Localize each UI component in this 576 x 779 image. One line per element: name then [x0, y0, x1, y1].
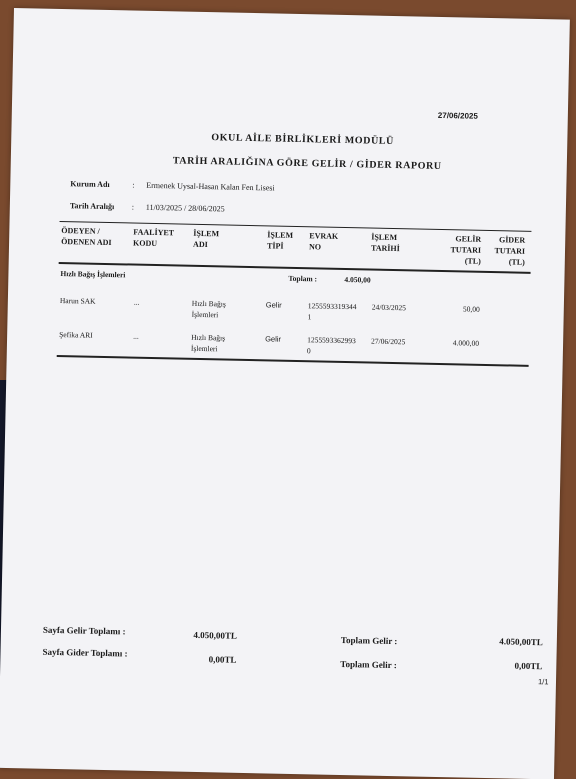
total-expense-label: Toplam Gelir : [340, 658, 397, 671]
row1-activity: ... [133, 297, 140, 307]
row2-expense [481, 338, 523, 339]
page-number: 1/1 [537, 677, 549, 687]
total-income-value: 4.050,00TL [499, 636, 543, 648]
institution-colon: : [132, 180, 135, 190]
row1-operation-date: 24/03/2025 [371, 302, 407, 313]
header-document-no: EVRAK NO [308, 231, 339, 252]
row2-document-no: 1255593362993 0 [306, 335, 356, 356]
row1-operation-type: Gelir [265, 300, 282, 310]
institution-value: Ermenek Uysal-Hasan Kalan Fen Lisesi [146, 180, 275, 193]
row2-operation-name: Hızlı Bağış İşlemleri [190, 332, 226, 354]
row2-income: 4.000,00 [452, 338, 480, 348]
header-operation-date: İŞLEM TARİHİ [370, 232, 400, 254]
page-expense-total-label: Sayfa Gider Toplamı : [42, 646, 128, 659]
report-page [0, 8, 570, 779]
group-name: Hızlı Bağış İşlemleri [60, 269, 126, 280]
date-range-colon: : [131, 202, 135, 212]
header-operation-name: İŞLEM ADI [192, 228, 220, 250]
row2-operation-date: 27/06/2025 [371, 336, 406, 347]
total-income-label: Toplam Gelir : [340, 634, 398, 647]
institution-label: Kurum Adı [70, 179, 110, 190]
header-income-amount: GELİR TUTARI (TL) [450, 234, 482, 266]
table-bottom-rule [57, 355, 529, 367]
page-income-total-value: 4.050,00TL [193, 629, 238, 641]
date-range-value: 11/03/2025 / 28/06/2025 [145, 202, 225, 214]
header-operation-type: İŞLEM TİPİ [266, 230, 294, 251]
row1-document-no: 1255593319344 1 [307, 301, 357, 322]
group-total-label: Toplam : [288, 273, 318, 284]
page-expense-total-value: 0,00TL [208, 654, 237, 665]
table-top-rule [60, 221, 532, 232]
header-payer: ÖDEYEN / ÖDENEN ADI [61, 226, 112, 248]
header-expense-amount: GİDER TUTARI (TL) [494, 235, 526, 267]
row1-expense [482, 304, 524, 305]
header-activity-code: FAALİYET KODU [133, 227, 175, 249]
row2-activity: ... [133, 331, 139, 341]
row1-income: 50,00 [462, 304, 480, 314]
date-range-label: Tarih Aralığı [69, 201, 115, 212]
report-title-module: OKUL AİLE BİRLİKLERİ MODÜLÜ [211, 132, 395, 147]
total-expense-value: 0,00TL [514, 660, 543, 672]
row1-payer: Harun SAK [59, 296, 96, 306]
group-total-value: 4.050,00 [344, 274, 371, 285]
report-date: 27/06/2025 [437, 110, 478, 121]
page-income-total-label: Sayfa Gelir Toplamı : [42, 624, 126, 637]
row1-operation-name: Hızlı Bağış İşlemleri [191, 298, 226, 320]
row2-payer: Şefika ARI [59, 330, 93, 340]
row2-operation-type: Gelir [265, 334, 282, 344]
report-title: TARİH ARALIĞINA GÖRE GELİR / GİDER RAPORU [172, 155, 442, 172]
